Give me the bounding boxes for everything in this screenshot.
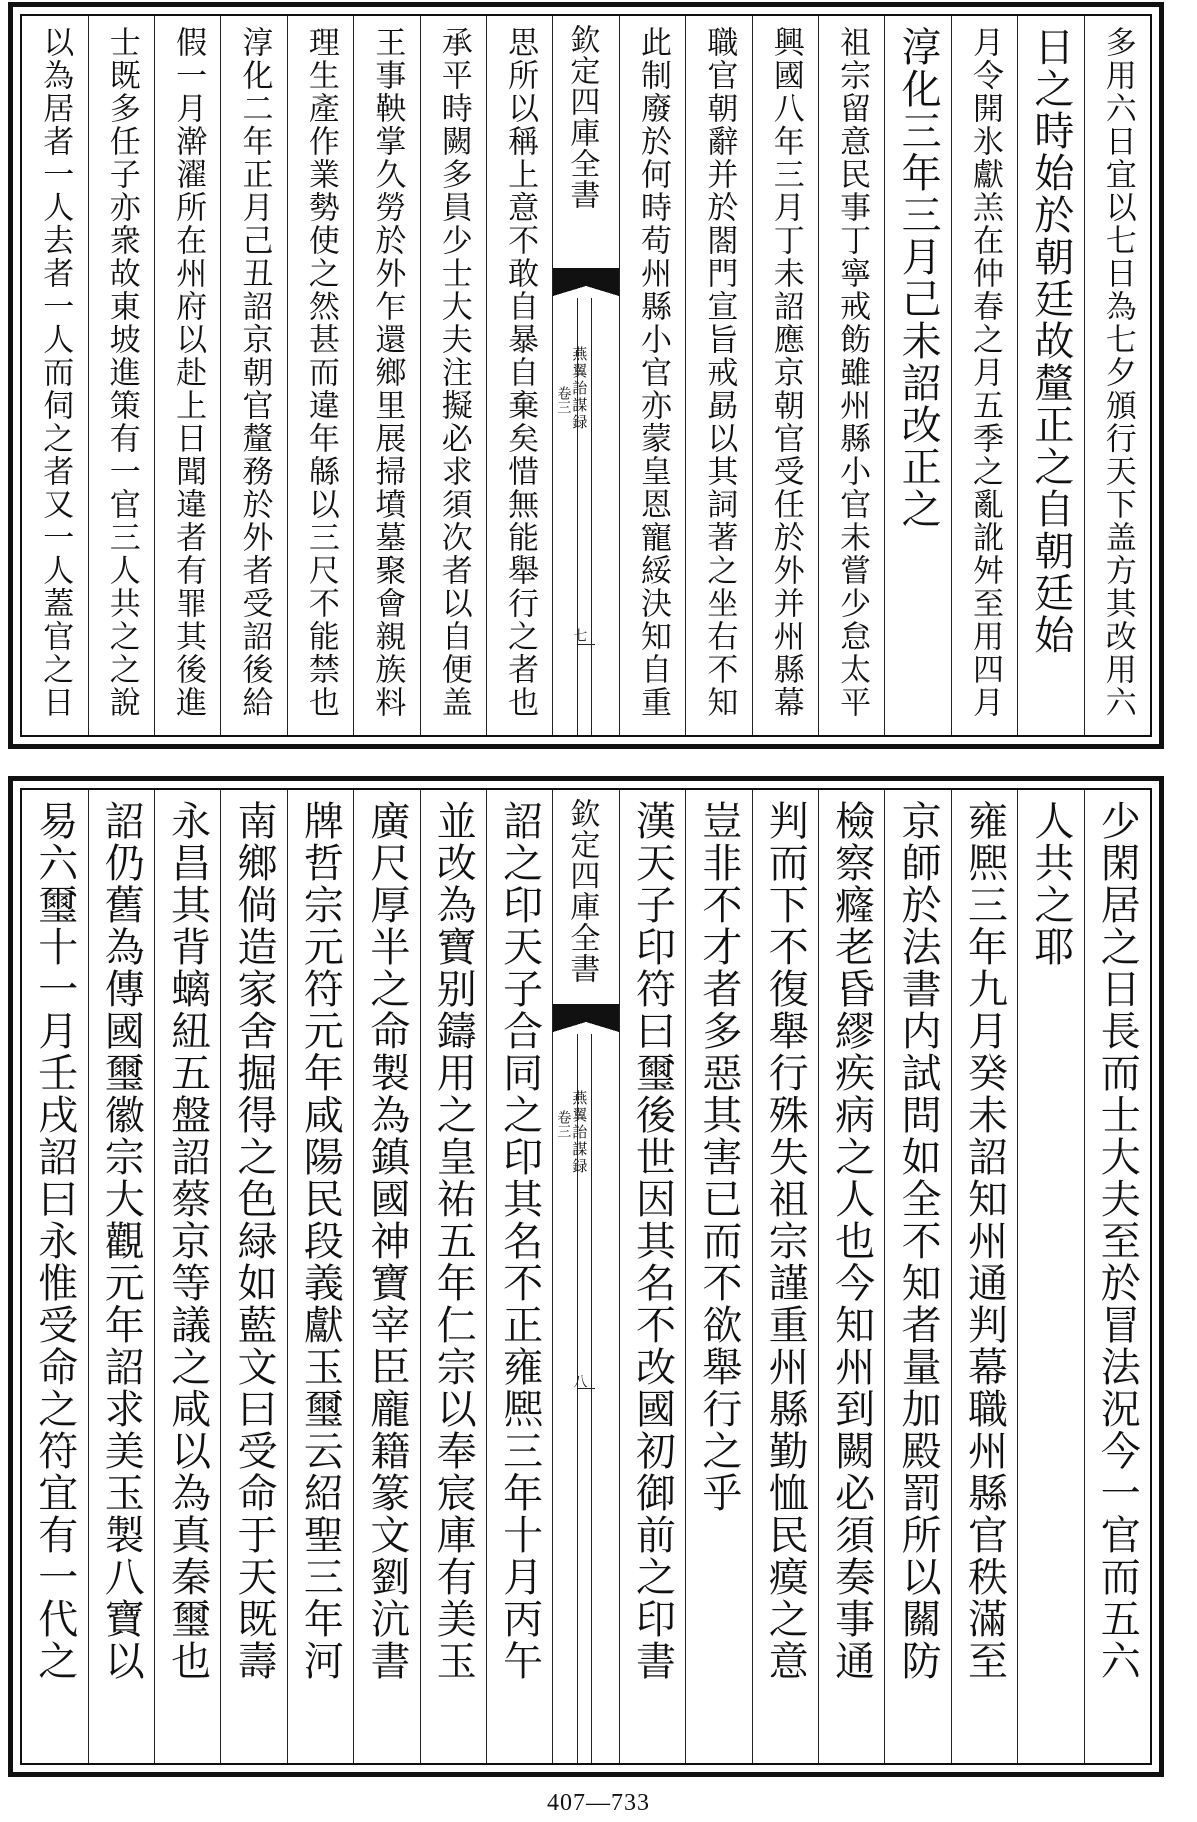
bottom-page-frame [20,788,1152,1765]
text-column: 此制廢於何時苟州縣小官亦蒙皇恩寵綏決知自重 [619,16,685,735]
text-column: 以為居者一人去者一人而伺之者又一人蓋官之日 [37,26,74,719]
fish-tail-mark [553,1004,618,1022]
top-page [8,2,1164,749]
text-column: 雍熈三年九月癸未詔知州通判幕職州縣官秩滿至 [951,790,1017,1763]
text-column: 檢察癃老昏繆疾病之人也今知州到闕必須奏事通 [818,790,884,1763]
footer-page-number: 407—733 [547,1790,650,1816]
text-column: 並改為寶别鑄用之皇祐五年仁宗以奉宸庫有美玉 [420,790,486,1763]
text-column: 詔之印天子合同之印其名不正雍熈三年十月丙午 [486,790,552,1763]
text-column: 詔仍舊為傳國璽徽宗大觀元年詔求美玉製八寶以 [88,790,154,1763]
text-column: 淳化三年三月己未詔改正之 [884,16,950,735]
text-column: 興國八年三月丁未詔應京朝官受任於外并州縣幕 [752,16,818,735]
collection-title: 欽定四庫全書 [564,798,600,984]
bottom-page [8,776,1164,1777]
collection-title: 欽定四庫全書 [564,24,600,210]
fold-rule [591,298,592,735]
leaf-number: 八 [571,1374,588,1388]
fold-rule [591,1034,592,1763]
text-column: 祖宗留意民事丁寧戒飭雖州縣小官未嘗少怠太平 [818,16,884,735]
center-fold-column [552,790,618,1763]
text-column: 職官朝辭并於閤門宣旨戒勗以其詞著之坐右不知 [685,16,751,735]
text-column: 淳化二年正月己丑詔京朝官釐務於外者受詔後給 [220,16,286,735]
top-page-columns [22,16,1150,735]
book-title: 燕翼詒謀録 [570,1090,589,1175]
text-column: 承平時闕多員少士大夫注擬必求須次者以自便盖 [420,16,486,735]
center-fold-column [552,16,618,735]
text-column: 月令開氷獻羔在仲春之月五季之亂訛舛至用四月 [951,16,1017,735]
bottom-page-columns [22,790,1150,1763]
text-column: 王事鞅掌久勞於外乍還鄉里展掃墳墓聚會親族料 [353,16,419,735]
top-page-frame [20,14,1152,737]
text-column: 多用六日宜以七日為七夕頒行天下盖方其改用六 [1084,16,1150,735]
juan-number: 卷三 [555,386,572,414]
text-column: 易六璽十一月壬戌詔曰永惟受命之符宜有一代之 [31,800,78,1682]
text-column: 少閑居之日長而士大夫至於冒法況今一官而五六 [1084,790,1150,1763]
juan-number: 卷三 [555,1110,572,1138]
fold-rule [577,1388,594,1389]
text-column: 南鄉倘造家舍掘得之色緑如藍文曰受命于天既壽 [220,790,286,1763]
text-column: 思所以稱上意不敢自暴自棄矣惜無能舉行之者也 [486,16,552,735]
text-column: 京師於法書内試問如全不知者量加殿罰所以關防 [884,790,950,1763]
text-column: 豈非不才者多惡其害已而不欲舉行之乎 [685,790,751,1763]
text-column: 士既多任子亦衆故東坡進策有一官三人共之之說 [88,16,154,735]
text-column: 牌哲宗元符元年咸陽民段義獻玉璽云紹聖三年河 [287,790,353,1763]
fish-tail-mark [553,268,618,286]
leaf-number: 七 [571,628,588,642]
text-column: 永昌其背螭紐五盤詔蔡京等議之咸以為真秦璽也 [154,790,220,1763]
text-column: 漢天子印符曰璽後世因其名不改國初御前之印書 [619,790,685,1763]
text-column: 判而下不復舉行殊失祖宗謹重州縣勤恤民瘼之意 [752,790,818,1763]
text-column: 日之時始於朝廷故釐正之自朝廷始 [1017,16,1083,735]
text-column: 人共之耶 [1017,790,1083,1763]
book-title: 燕翼詒謀録 [570,346,589,431]
fold-rule [577,644,594,645]
text-column: 廣尺厚半之命製為鎮國神寶宰臣龐籍篆文劉沆書 [353,790,419,1763]
text-column: 假一月澣濯所在州府以赴上日聞違者有罪其後進 [154,16,220,735]
text-column: 理生產作業勢使之然甚而違年緜以三尺不能禁也 [287,16,353,735]
